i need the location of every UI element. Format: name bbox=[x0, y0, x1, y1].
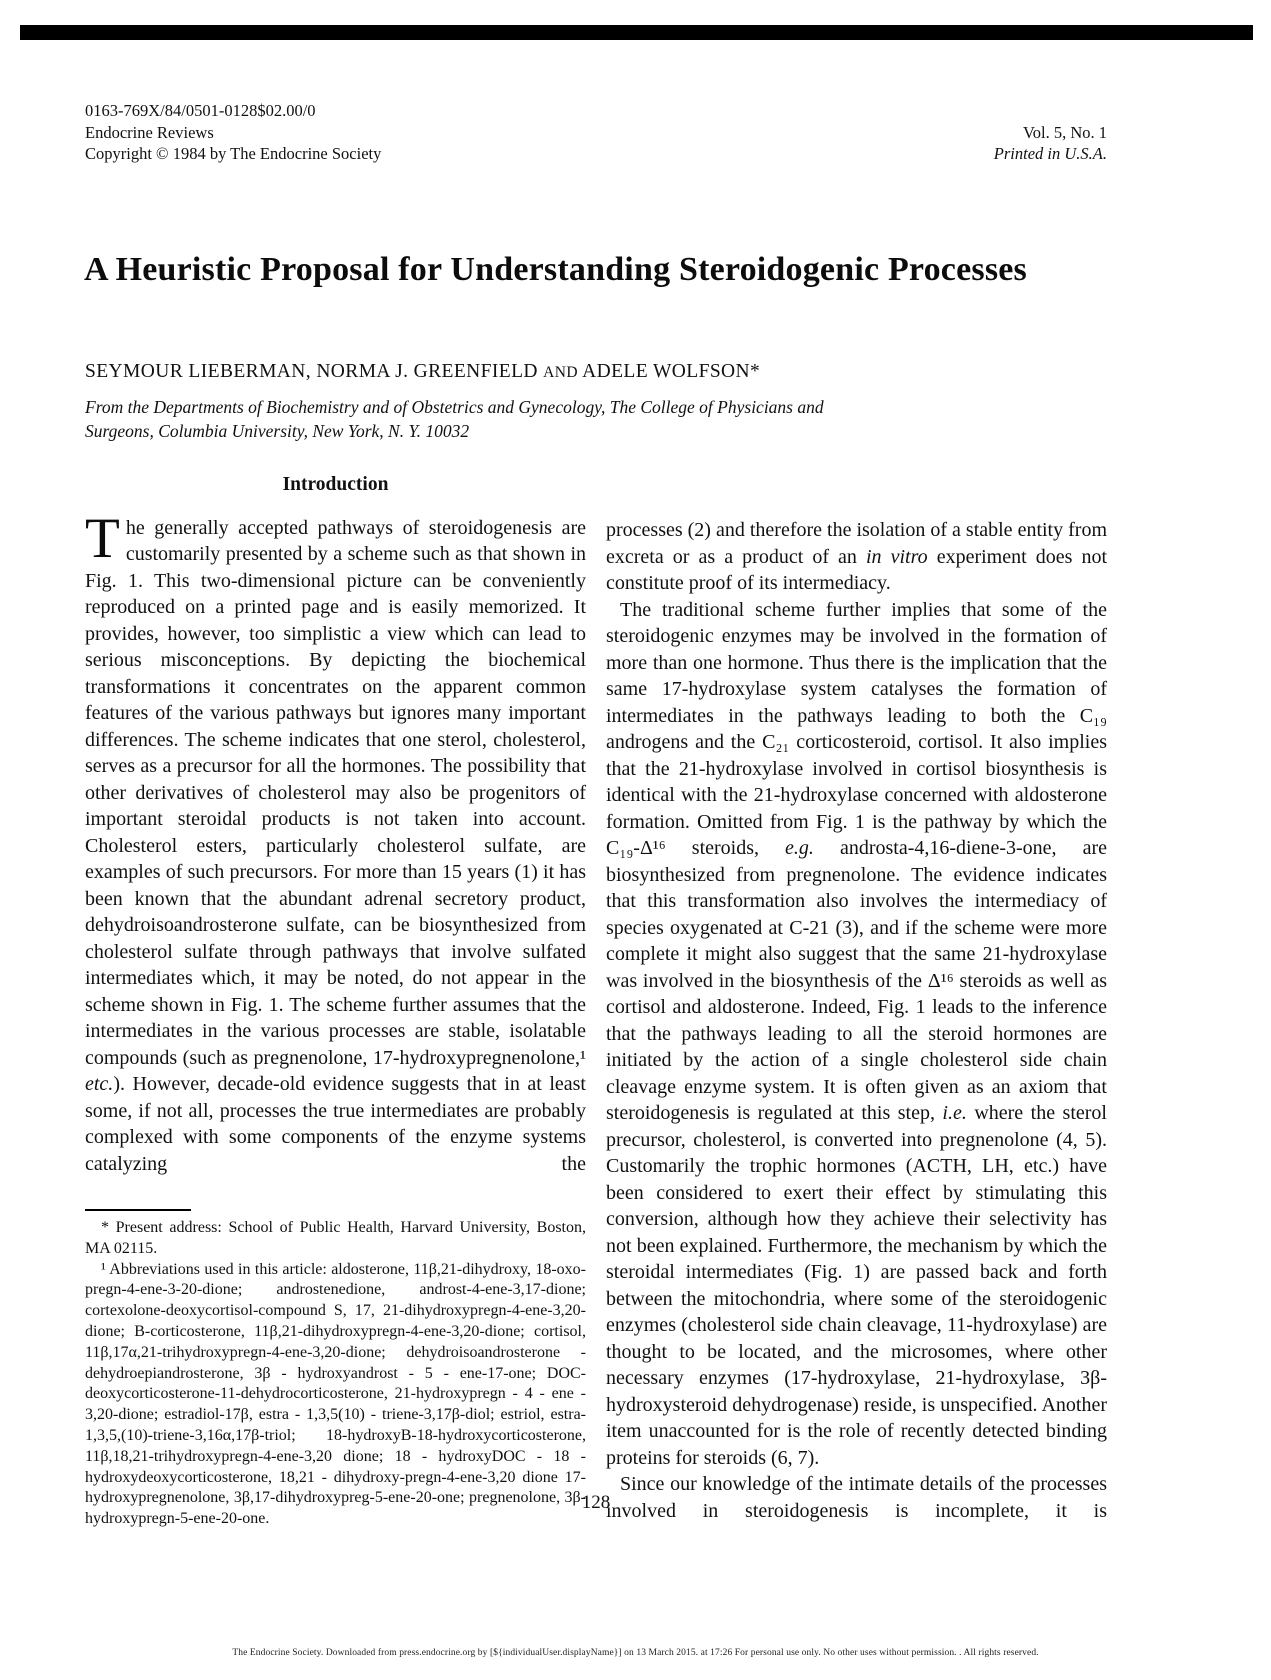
left-column bbox=[85, 470, 586, 1530]
masthead-left bbox=[85, 100, 381, 165]
affiliation: From the Departments of Biochemistry and of Obstetrics and Gynecology, The College of Physicians and Surgeons, Columbia University, New York, N. Y. 10032 bbox=[85, 397, 824, 441]
footnote-divider bbox=[85, 1209, 191, 1211]
footnote-present-address: * Present address: School of Public Health, Harvard University, Boston, MA 02115. bbox=[85, 1219, 586, 1257]
article-title: A Heuristic Proposal for Understanding Steroidogenic Processes bbox=[84, 251, 1027, 288]
masthead-right bbox=[994, 122, 1107, 165]
copyright-line: Copyright © 1984 by The Endocrine Society bbox=[85, 144, 382, 163]
footnote-abbreviations: ¹ Abbreviations used in this article: aldosterone, 11β,21-dihydroxy, 18-oxo-pregn-4-ene-3-20-dione; androstenedione, androst-4-ene-3,17-dione; cortexolone-deoxycortisol-compound S, 17, 21-dihydroxypregn-4-ene-3,20-dione; B-corticosterone, 11β,21-dihydroxypregn-4-ene-3,20-dione; cortisol, 11β,17α,21-trihydroxypregn-4-ene-3,20-dione; dehydroisoandrosterone - dehydroepiandrosterone, 3β - hydroxyandrost - 5 - ene-17-one; DOC-deoxycorticosterone-11-dehydrocorticosterone, 21-hydroxypregn - 4 - ene - 3,20-dione; estradiol-17β, estra - 1,3,5(10) - triene-3,17β-diol; estriol, estra-1,3,5,(10)-triene-3,16α,17β-triol; 18-hydroxyB-18-hydroxycorticosterone, 11β,18,21-trihydroxypregn-4-ene-3,20 dione; 18 - hydroxyDOC - 18 - hydroxydeoxycorticosterone, 18,21 - dihydroxy-pregn-4-ene-3,20 dione 17-hydroxypregnenolone, 3β,17-dihydroxypreg-5-ene-20-one; pregnenolone, 3β-hydroxypregn-5-ene-20-one. bbox=[85, 1260, 586, 1528]
right-column bbox=[606, 470, 1107, 1530]
download-notice: The Endocrine Society. Downloaded from press.endocrine.org by [${individualUser.displayName}] on 13 March 2015. at 17:26 For personal use only. No other uses without permission. . All rights reserved. bbox=[232, 1648, 1039, 1658]
section-heading-introduction: Introduction bbox=[282, 474, 389, 495]
drop-cap: T bbox=[85, 506, 120, 570]
right-paragraph-3: Since our knowledge of the intimate details of the processes involved in steroidogenesis is incomplete, it is bbox=[606, 1473, 1107, 1522]
issn-code: 0163-769X/84/0501-0128$02.00/0 bbox=[85, 101, 316, 120]
footnotes-block bbox=[85, 1209, 586, 1530]
top-black-bar bbox=[20, 25, 1253, 40]
journal-name: Endocrine Reviews bbox=[85, 122, 214, 142]
authors-line: SEYMOUR LIEBERMAN, NORMA J. GREENFIELD AND ADELE WOLFSON* bbox=[85, 361, 761, 382]
article-body bbox=[85, 470, 1107, 1530]
volume-issue: Vol. 5, No. 1 bbox=[1022, 122, 1107, 142]
right-paragraph-2: The traditional scheme further implies that some of the steroidogenic enzymes may be involved in the formation of more than one hormone. Thus there is the implication that the same 17-hydroxylase system catalyses the formation of intermediates in the pathways leading to both the C₁₉ androgens and the C₂₁ corticosteroid, cortisol. It also implies that the 21-hydroxylase involved in cortisol biosynthesis is identical with the 21-hydroxylase concerned with aldosterone formation. Omitted from Fig. 1 is the pathway by which the C₁₉-Δ¹⁶ steroids, e.g. androsta-4,16-diene-3-one, are biosynthesized from pregnenolone. The evidence indicates that this transformation also involves the intermediacy of species oxygenated at C-21 (3), and if the scheme were more complete it might also suggest that the same 21-hydroxylase was involved in the biosynthesis of the Δ¹⁶ steroids as well as cortisol and aldosterone. Indeed, Fig. 1 leads to the inference that the pathways leading to all the steroid hormones are initiated by the action of a single cholesterol side chain cleavage enzyme system. It is often given as an axiom that steroidogenesis is regulated at this step, i.e. where the sterol precursor, cholesterol, is converted into pregnenolone (4, 5). Customarily the trophic hormones (ACTH, LH, etc.) have been considered to exert their effect by stimulating this conversion, although how they achieve their selectivity has not been explained. Furthermore, the mechanism by which the steroidal intermediates (Fig. 1) are passed back and forth between the mitochondria, where some of the steroidogenic enzymes (cholesterol side chain cleavage, 11-hydroxylase) are thought to be located, and the microsomes, where other necessary enzymes (17-hydroxylase, 21-hydroxylase, 3β-hydroxysteroid dehydrogenase) reside, is unspecified. Another item unaccounted for is the role of recently detected binding proteins for steroids (6, 7). bbox=[606, 598, 1107, 1469]
printed-in: Printed in U.S.A. bbox=[993, 144, 1107, 163]
masthead bbox=[85, 100, 1107, 165]
intro-paragraph bbox=[85, 506, 586, 1178]
intro-paragraph-text: he generally accepted pathways of steroidogenesis are customarily presented by a scheme such as that shown in Fig. 1. This two-dimensional picture can be conveniently reproduced on a printed page and is easily memorized. It provides, however, too simplistic a view which can lead to serious misconceptions. By depicting the biochemical transformations it concentrates on the apparent common features of the various pathways but ignores many important differences. The scheme indicates that one sterol, cholesterol, serves as a precursor for all the hormones. The possibility that other derivatives of cholesterol may also be progenitors of important steroidal products is not taken into account. Cholesterol esters, particularly cholesterol sulfate, are examples of such precursors. For more than 15 years (1) it has been known that the abundant adrenal secretory product, dehydroisoandrosterone sulfate, can be biosynthesized from cholesterol sulfate through pathways that involve sulfated intermediates which, it may be noted, do not appear in the scheme shown in Fig. 1. The scheme further assumes that the intermediates in the various processes are stable, isolatable compounds (such as pregnenolone, 17-hydroxypregnenolone,¹ etc.). However, decade-old evidence suggests that in at least some, if not all, processes the true intermediates are probably complexed with some components of the enzyme systems catalyzing the bbox=[85, 516, 586, 1175]
page-number: 128 bbox=[581, 1492, 611, 1513]
right-paragraph-1: processes (2) and therefore the isolation of a stable entity from excreta or as a product of an in vitro experiment does not constitute proof of its intermediacy. bbox=[606, 519, 1107, 594]
